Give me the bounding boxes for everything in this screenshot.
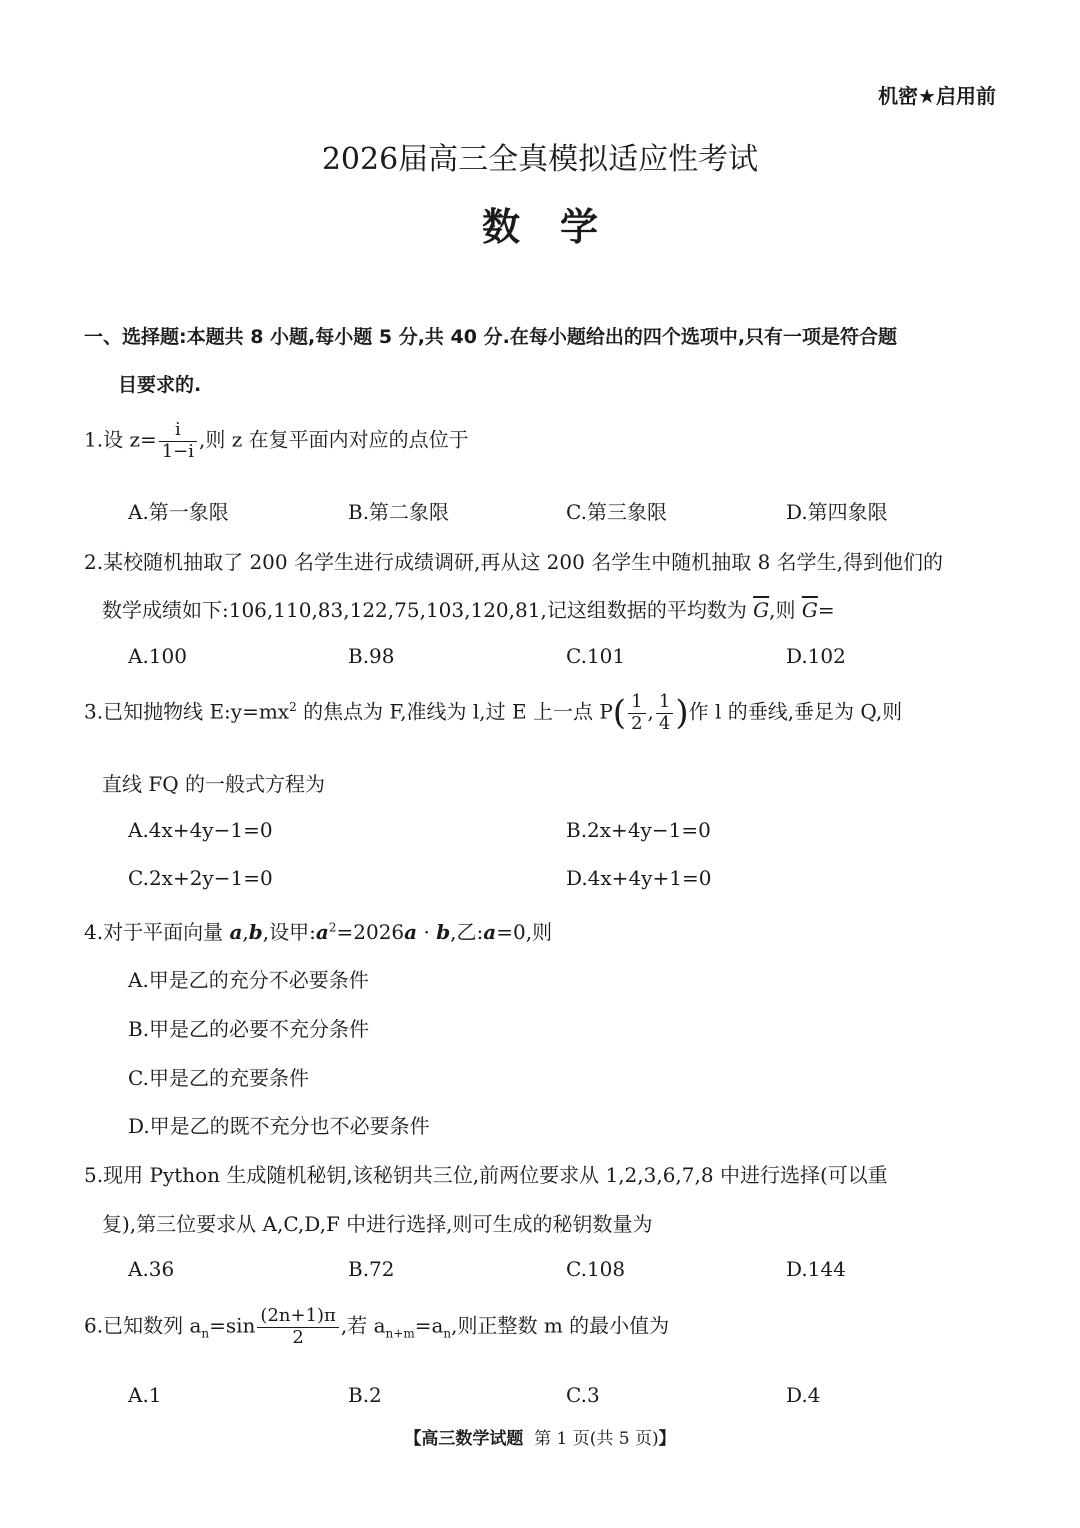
footer-title: 高三数学试题: [421, 1429, 524, 1449]
q2-option-d: D.102: [786, 644, 846, 668]
q2-option-a: A.100: [128, 644, 187, 668]
question-5-line2: 复),第三位要求从 A,C,D,F 中进行选择,则可生成的秘钥数量为: [102, 1212, 653, 1236]
footer-page: 第 1 页(共 5 页): [534, 1429, 659, 1449]
q1-option-d: D.第四象限: [786, 500, 888, 524]
question-3-line2: 直线 FQ 的一般式方程为: [102, 772, 325, 796]
q4-option-c: C.甲是乙的充要条件: [128, 1066, 309, 1090]
question-2-line1: 2.某校随机抽取了 200 名学生进行成绩调研,再从这 200 名学生中随机抽取 8 名学生,得到他们的: [84, 550, 944, 574]
question-3-line1: 3.已知抛物线 $E:y=mx^2$ 的焦点为 F,准线为 l,过 E 上一点 P( $\frac{1}{2}$ , $\frac{1}{4}$ )作 l 的垂线,垂足为 Q,则: [84, 691, 903, 734]
q5-option-a: A.36: [128, 1257, 175, 1281]
q4-option-b: B.甲是乙的必要不充分条件: [128, 1017, 370, 1041]
subject-title: 数学: [481, 205, 638, 249]
page-footer: 【高三数学试题 第 1 页(共 5 页)】: [404, 1429, 676, 1449]
fraction: $\frac{i}{1-i}$: [159, 420, 197, 462]
q6-option-a: A.1: [128, 1383, 162, 1407]
question-5-line1: 5.现用 Python 生成随机秘钥,该秘钥共三位,前两位要求从 1,2,3,6,7,8 中进行选择(可以重: [84, 1163, 888, 1187]
q6-option-d: D.4: [786, 1383, 821, 1407]
section-heading-line2: 目要求的.: [118, 374, 202, 396]
q1-option-a: A.第一象限: [128, 500, 229, 524]
q6-option-c: C.3: [566, 1383, 600, 1407]
q3-option-a: A.4x+4y−1=0: [128, 818, 273, 842]
q3-option-c: C.2x+2y−1=0: [128, 866, 273, 890]
question-6: 6.已知数列 $a_n=\sin$ $\frac{(2n+1)\pi}{2}$ ,若 $a_{n+m}=a_n$,则正整数 m 的最小值为: [84, 1305, 670, 1348]
q5-option-d: D.144: [786, 1257, 846, 1281]
q3-option-b: B.2x+4y−1=0: [566, 818, 711, 842]
confidential-label: 机密★启用前: [878, 84, 996, 108]
q2-option-c: C.101: [566, 644, 626, 668]
q2-option-b: B.98: [348, 644, 395, 668]
q6-option-b: B.2: [348, 1383, 382, 1407]
exam-title: 2026届高三全真模拟适应性考试: [321, 142, 759, 177]
question-1: 1.设 z= $\frac{i}{1-i}$ ,则 z 在复平面内对应的点位于: [84, 419, 469, 462]
fraction: $\frac{(2n+1)\pi}{2}$: [257, 1306, 338, 1348]
q5-option-b: B.72: [348, 1257, 395, 1281]
question-2-line2: 数学成绩如下:106,110,83,122,75,103,120,81,记这组数据的平均数为 $\overline{G}$,则 $\overline{G}=$: [102, 598, 835, 622]
question-4: 4.对于平面向量 a,b,设甲$:a^2=2026a \cdot b$,乙:a=0,则: [84, 920, 553, 944]
q4-option-d: D.甲是乙的既不充分也不必要条件: [128, 1114, 430, 1138]
q3-option-d: D.4x+4y+1=0: [566, 866, 712, 890]
q5-option-c: C.108: [566, 1257, 626, 1281]
q1-option-b: B.第二象限: [348, 500, 450, 524]
section-heading-line1: 一、选择题:本题共 8 小题,每小题 5 分,共 40 分.在每小题给出的四个选项中,只有一项是符合题: [84, 326, 898, 348]
q1-option-c: C.第三象限: [566, 500, 667, 524]
q4-option-a: A.甲是乙的充分不必要条件: [128, 968, 369, 992]
